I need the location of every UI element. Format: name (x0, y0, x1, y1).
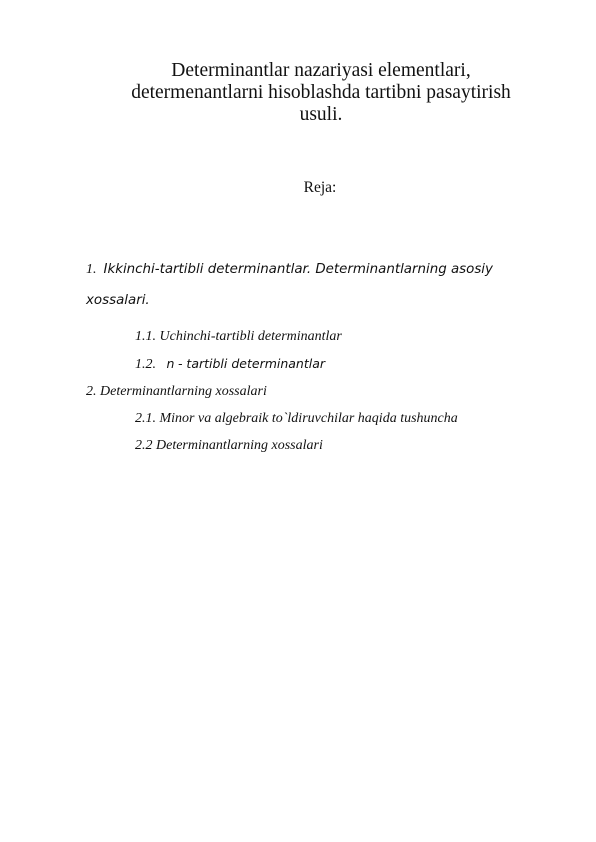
toc-item-1-continuation (86, 293, 150, 309)
toc-item-text: - tartibli determinantlar (177, 356, 326, 371)
title-line: usuli. (299, 104, 343, 125)
toc-item-2: 2. Determinantlarning xossalari (86, 384, 267, 399)
title-line: Determinantlar nazariyasi elementlari, (171, 60, 471, 81)
toc-item-1-2 (135, 356, 325, 373)
toc-item-2-1: 2.1. Minor va algebraik to`ldiruvchilar haqida tushuncha (135, 411, 458, 426)
toc-item-variable: n (166, 356, 175, 371)
toc-item-1 (86, 262, 493, 278)
document-title (96, 60, 546, 126)
toc-item-number: 1.2. (135, 357, 156, 372)
toc-item-number: 1. (86, 262, 97, 277)
plan-heading: Reja: (303, 179, 337, 196)
title-line: determenantlarni hisoblashda tartibni pasaytirish (131, 82, 511, 103)
toc-item-text: xossalari. (86, 293, 150, 308)
toc-item-2-2: 2.2 Determinantlarning xossalari (135, 438, 323, 453)
toc-item-text: Ikkinchi-tartibli determinantlar. Determinantlarning asosiy (103, 262, 493, 277)
toc-item-1-1: 1.1. Uchinchi-tartibli determinantlar (135, 329, 342, 344)
